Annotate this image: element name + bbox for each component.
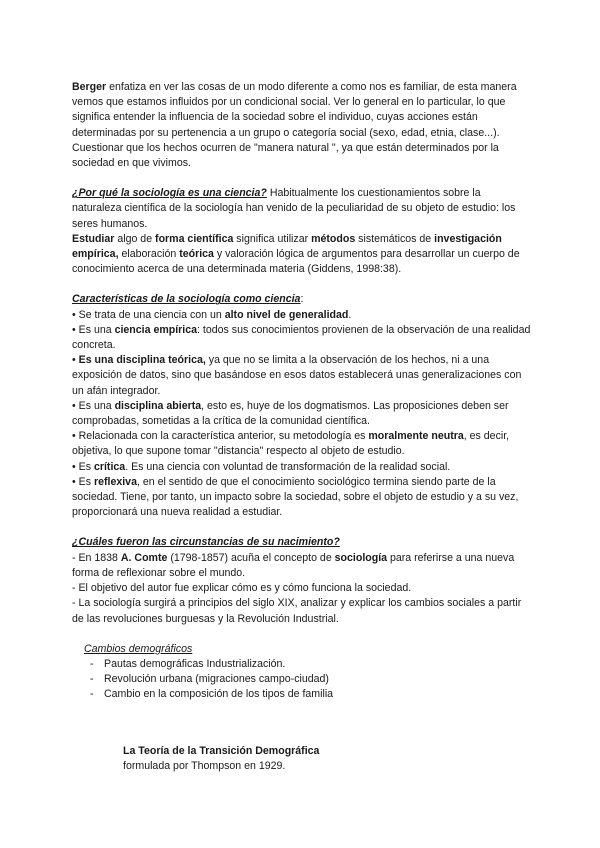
features-heading: Características de la sociología como ciencia [72,293,301,306]
paragraph-text: para referirse a una nueva forma de reflexionar sobre el mundo. [72,551,515,579]
feature-suffix: : todos sus conocimientos provienen de la observación de una realidad concreta. [72,323,531,352]
feature-item [72,399,532,429]
list-item: - Revolución urbana (migraciones campo-ciudad) [72,672,532,687]
feature-suffix: , es decir, objetiva, lo que supone tomar "distancia" respecto al objeto de estudio. [72,430,510,458]
feature-suffix: ya que no se limita a la observación de los hechos, ni a una exposición de datos, sino que basándose en esos datos establecerá unas generalizaciones con un afán integrador. [72,354,522,397]
feature-key-term: moralmente neutra [368,430,464,443]
bold-term: forma científica [155,232,234,245]
feature-key-term: disciplina abierta [114,399,202,412]
paragraph-text: - En 1838 [72,551,121,564]
feature-prefix: • Se trata de una ciencia con un [72,308,225,321]
feature-item [72,353,532,399]
feature-key-term: Es una disciplina teórica, [78,354,206,367]
bold-term: investigación empírica, [72,232,502,261]
paragraph-text: elaboración [118,248,180,261]
bold-term: Berger [72,81,107,93]
feature-prefix: • Relacionada con la característica anterior, su metodología es [72,430,369,443]
feature-prefix: • Es una [72,323,115,336]
origin-comte-line [72,551,532,581]
feature-suffix: , esto es, huye de los dogmatismos. Las proposiciones deben ser comprobadas, sometidas a la crítica de la comunidad científica. [72,399,509,428]
features-heading-colon: : [300,293,304,306]
paragraph-text: sistemáticos de [355,232,435,245]
feature-key-term: crítica [93,460,126,473]
why-science-paragraph [72,186,532,232]
feature-suffix: . [348,308,352,321]
bold-term: métodos [311,232,356,245]
demographic-changes-list [72,657,532,703]
feature-item [72,323,532,353]
feature-prefix: • Es [72,475,94,488]
why-science-heading: ¿Por qué la sociología es una ciencia? [72,187,267,200]
demographic-transition-title: La Teoría de la Transición Demográfica [123,745,320,757]
feature-item [72,429,532,459]
demographic-changes-heading: Cambios demográficos [84,642,193,655]
intro-paragraph-berger [72,80,532,141]
origin-nineteenth-century-line: - La sociología surgirá a principios del siglo XIX, analizar y explicar los cambios sociales a partir de las revoluciones burguesas y la Revolución Industrial. [72,597,522,625]
feature-item [72,308,532,323]
list-item: - Pautas demográficas Industrialización. [72,657,532,672]
paragraph-text: algo de [114,232,156,245]
list-item: - Cambio en la composición de los tipos de familia [72,687,532,702]
feature-key-term: alto nivel de generalidad [224,308,349,321]
paragraph-text: (1798-1857) acuña el concepto de [167,551,335,564]
scientific-study-definition [72,232,532,278]
bold-term: A. Comte [120,551,168,564]
feature-prefix: • Es una [72,399,115,412]
demographic-transition-section [123,744,319,774]
paragraph-text: y valoración lógica de argumentos para desarrollar un cuerpo de conocimiento acerca de una determinada materia (Giddens, 1998:38). [72,248,520,276]
feature-suffix: . Es una ciencia con voluntad de transformación de la realidad social. [125,460,451,473]
paragraph-text: significa utilizar [233,232,312,245]
origin-heading: ¿Cuáles fueron las circunstancias de su nacimiento? [72,536,340,549]
feature-prefix: • Es [72,460,94,473]
paragraph-text: Habitualmente los cuestionamientos sobre la naturaleza científica de la sociología han venido de la peculiaridad de su objeto de estudio: los seres humanos. [72,187,516,230]
feature-prefix: • [72,354,79,367]
document-body [72,80,532,703]
intro-paragraph-question: Cuestionar que los hechos ocurren de "manera natural ", ya que están determinados por la sociedad en que vivimos. [72,141,499,170]
bold-term: Estudiar [72,232,115,245]
bold-term: sociología [334,551,388,564]
feature-key-term: ciencia empírica [114,323,198,336]
demographic-transition-subtitle: formulada por Thompson en 1929. [123,760,286,773]
feature-item [72,460,532,475]
feature-key-term: reflexiva [93,475,137,488]
feature-item [72,475,532,521]
feature-suffix: , en el sentido de que el conocimiento sociológico termina siendo parte de la sociedad. Tiene, por tanto, un impacto sobre la sociedad, sobre el objeto de estudio y a su vez, proporcionará una nueva realidad a estudiar. [72,475,519,519]
paragraph-text: enfatiza en ver las cosas de un modo diferente a como nos es familiar, de esta manera vemos que estamos influidos por un condicional social. Ver lo general en lo particular, lo que significa entender la influencia de la sociedad sobre el individuo, cuyas acciones están determinadas por su pertenencia a un grupo o categoría social (sexo, edad, etnia, clase...). [72,81,517,139]
demographic-changes-block [72,642,532,657]
origin-objective-line: - El objetivo del autor fue explicar cómo es y cómo funciona la sociedad. [72,582,412,595]
bold-term: teórica [179,248,214,261]
features-heading-line [72,292,532,307]
